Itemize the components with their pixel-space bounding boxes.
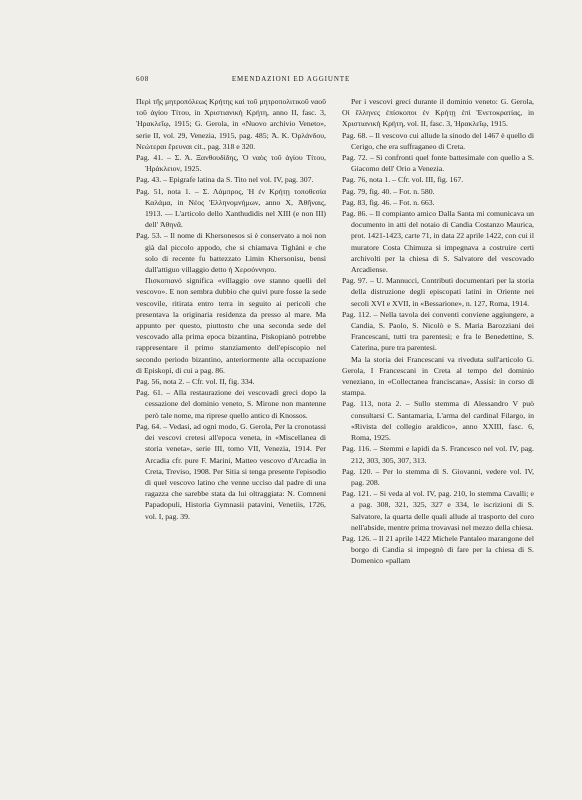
paragraph: Pag. 64. – Vedasi, ad ogni modo, G. Gerola, Per la cronotassi dei vescovi cretesi all'epoca veneta, in «Miscellanea di storia veneta», serie III, tomo VII, Venezia, 1914. Per Arcadia cfr. pure F. Marini, Matteo vescovo d'Arcadia in Creta, Treviso, 1908. Per Sitia si tenga presente l'episodio di quel vescovo latino che venne ucciso dal padre di una ragazza che sarebbe stata da lui oltraggiata: N. Comneni Papadopuli, Historia Gymnasii patavini, Venetiis, 1726, vol. I, pag. 39.: [136, 421, 326, 521]
paragraph: Per i vescovi greci durante il dominio veneto: G. Gerola, Οἱ ἕλληνες ἐπίσκοποι ἐν Κρήτῃ ἐπὶ Ἑνετοκρατίας, in Χριστιανικὴ Κρήτη, vol. II, fasc. 3, Ἡρακλεῖῳ, 1915.: [342, 97, 534, 129]
paragraph: Pag. 43. – Epigrafe latina da S. Tito nel vol. IV, pag. 307.: [136, 175, 314, 185]
paragraph: Pag. 126. – Il 21 aprile 1422 Michele Pantaleo marangone del borgo di Candia si impegnò di fare per la chiesa di S. Domenico «pallam: [342, 533, 534, 566]
page-number: 608: [136, 75, 150, 83]
paragraph: Ma la storia dei Francescani va riveduta sull'articolo G. Gerola, I Francescani in Creta al tempo del dominio veneziano, in «Collectanea franciscana», Assisi: in corso di stampa.: [342, 354, 534, 398]
paragraph: Pag. 79, fig. 40. – Fot. n. 580.: [342, 186, 435, 196]
paragraph: Pag. 56, nota 2. – Cfr. vol. II, fig. 334.: [136, 377, 255, 387]
paragraph: Pag. 116. – Stemmi e lapidi da S. Francesco nel vol. IV, pag. 212, 303, 305, 307, 313.: [342, 444, 534, 465]
paragraph: Pag. 121. – Si veda al vol. IV, pag. 210, lo stemma Cavalli; e a pag. 308, 321, 325, 327 e 334, le iscrizioni di S. Salvatore, la quarta delle quali allude al trasporto del coro nell'abside, mentre prima trovavasi nel mezzo della chiesa.: [342, 489, 534, 532]
paragraph: Pag. 113, nota 2. – Sullo stemma di Alessandro V può consultarsi C. Santamaria, L'arma del cardinal Filargo, in «Rivista del collegio araldico», anno XXIII, fasc. 6, Roma, 1925.: [342, 399, 534, 443]
paragraph: Pag. 83, fig. 46. – Fot. n. 663.: [342, 197, 435, 207]
paragraph: Pag. 97. – U. Mannucci, Contributi documentari per la storia della distruzione degli episcopati latini in Oriente nei secoli XVI e XVII, in «Bessarione», n. 127, Roma, 1914.: [342, 276, 534, 308]
left-column: [136, 96, 326, 522]
paragraph: Pag. 76, nota 1. – Cfr. vol. III, fig. 167.: [342, 175, 464, 185]
running-title: EMENDAZIONI ED AGGIUNTE: [231, 75, 351, 83]
paragraph: Pag. 86. – Il compianto amico Dalla Santa mi comunicava un documento in atti del notaio di Candia Costanzo Maurica, prot. 1421-1423, carte 71, in data 22 aprile 1422, con cui il muratore Costa Chimuza si impegnava a costruire certi archivolti per la chiesa di S. Salvatore del vescovado Arcadiense.: [342, 209, 534, 275]
running-head: [136, 73, 446, 85]
paragraph: Pag. 51, nota 1. – Σ. Λάμπρος, Ἡ ἐν Κρήτῃ τοποθεσία Καλάμα, in Νέος Ἑλληνομνήμων, anno X, Ἀθῆναις, 1913. — L'articolo dello Xanthudidis nel XIII (e non III) dell' Ἀθηνᾶ.: [136, 186, 326, 230]
paragraph: Pag. 120. – Per lo stemma di S. Giovanni, vedere vol. IV, pag. 208.: [342, 466, 534, 487]
paragraph: Περὶ τῆς μητροπόλεως Κρήτης καὶ τοῦ μητροπολιτικοῦ ναοῦ τοῦ ἁγίου Τίτου, in Χριστιανικὴ Κρήτη, anno II, fasc. 3, Ἡρακλεῖῳ, 1915; G. Gerola, in «Nuovo archivio Veneto», serie II, vol. 29, Venezia, 1915, pag. 485; Ά. Κ. Όρλάνδου, Νεώτεραι ἔρευναι cit., pag. 318 e 320.: [136, 97, 326, 151]
paragraph: Pag. 61. – Alla restaurazione dei vescovadi greci dopo la cessazione del dominio veneto, S. Mirone non mantenne però tale nome, ma riprese quello antico di Knossos.: [136, 388, 326, 420]
paragraph: Pag. 112. – Nella tavola dei conventi conviene aggiungere, a Candia, S. Paolo, S. Nicolò e S. Maria Barozziani dei Francescani, tutti tra parentesi; e fra le Benedettine, S. Caterina, pure tra parentesi.: [342, 309, 534, 353]
right-column: [342, 96, 534, 567]
paragraph: Πισκοπιανό significa «villaggio ove stanno quelli del vescovo». E non sembra dubbio che quivi pure fosse la sede vescovile, ritirata entro terra in seguito ai pericoli che presentava la originaria residenza da presso al mare. Ma appunto per questo, piuttosto che una seconda sede del vescovado alla prima epoca bizantina, Piskopianò potrebbe rappresentare il primo stanziamento dell'episcopio nel secondo periodo bizantino, anteriormente alla occupazione di Episkopì, di cui a pag. 86.: [136, 276, 326, 375]
paragraph: Pag. 53. – Il nome di Khersonesos si è conservato a noi non già dal piccolo appodo, che si chiamava Tighàni e che solo di recente fu battezzato Limin Khersonisu, bensì dall'attiguo villaggio detto ἡ Χερσόννησο.: [136, 231, 326, 275]
paragraph: Pag. 68. – Il vescovo cui allude la sinodo del 1467 è quello di Cerigo, che era suffraganeo di Creta.: [342, 130, 534, 151]
paragraph: Pag. 72. – Si confronti quel fonte battesimale con quello a S. Giacomo dell' Orio a Venezia.: [342, 153, 534, 174]
paragraph: Pag. 41. – Σ. Ά. Ξανθουδίδης, Ὁ ναὸς τοῦ ἁγίου Τίτου, Ἡράκλειον, 1925.: [136, 153, 326, 174]
